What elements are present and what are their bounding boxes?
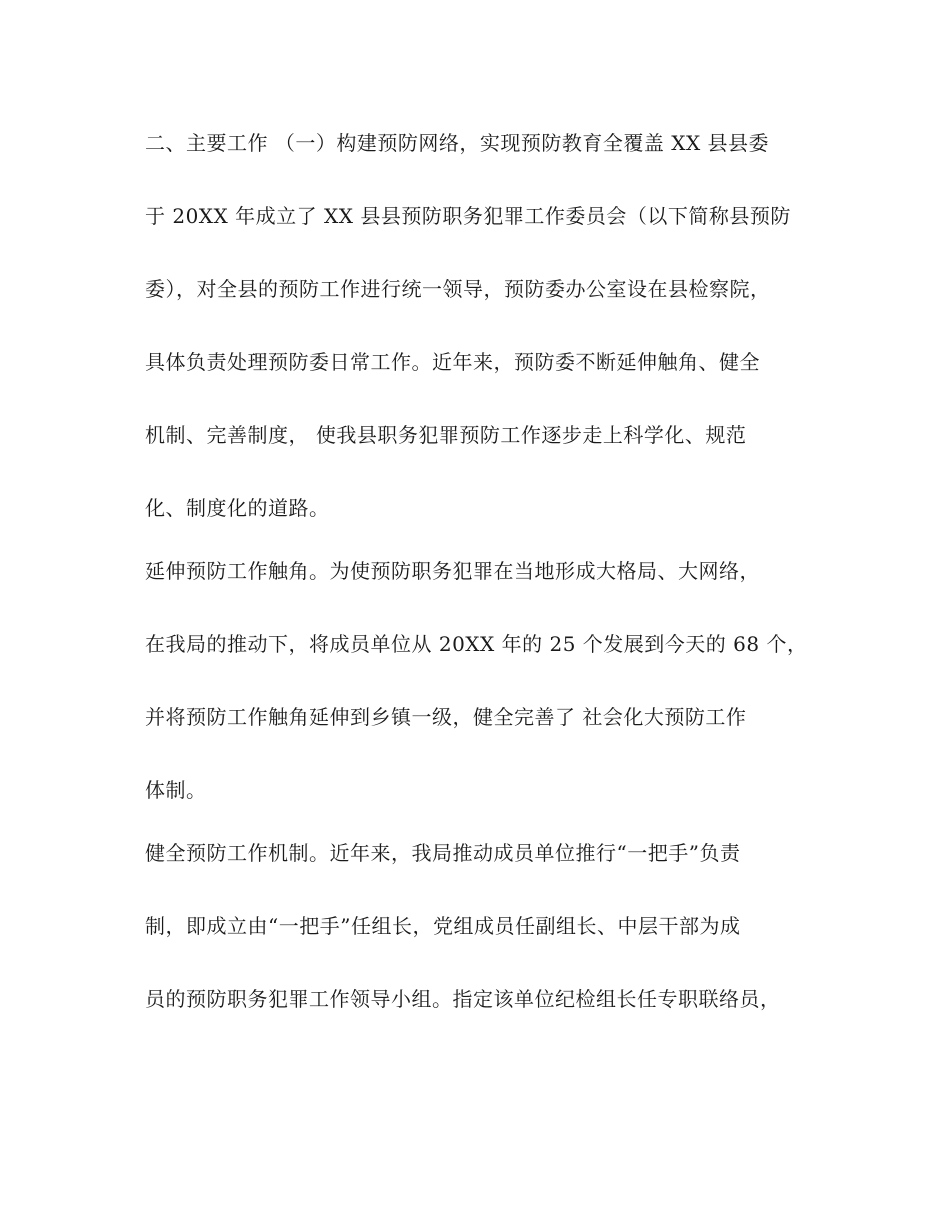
paragraph-line: 委），对全县的预防工作进行统一领导，预防委办公室设在县检察院， bbox=[145, 277, 771, 301]
paragraph-line: 在我局的推动下，将成员单位从 20XX 年的 25 个发展到今天的 68 个， bbox=[145, 632, 808, 656]
paragraph-line: 制，即成立由“一把手”任组长，党组成员任副组长、中层干部为成 bbox=[145, 914, 741, 938]
paragraph-line: 并将预防工作触角延伸到乡镇一级，健全完善了 社会化大预防工作 bbox=[145, 705, 747, 729]
paragraph-line: 化、制度化的道路。 bbox=[145, 496, 330, 520]
paragraph-line: 体制。 bbox=[145, 778, 207, 802]
paragraph-line: 机制、完善制度， 使我县职务犯罪预防工作逐步走上科学化、规范 bbox=[145, 423, 747, 447]
paragraph-line: 于 20XX 年成立了 XX 县县预防职务犯罪工作委员会（以下简称县预防 bbox=[145, 204, 791, 228]
paragraph-line: 员的预防职务犯罪工作领导小组。指定该单位纪检组长任专职联络员， bbox=[145, 987, 781, 1011]
paragraph-line: 健全预防工作机制。近年来，我局推动成员单位推行“一把手”负责 bbox=[145, 841, 741, 865]
paragraph-line: 具体负责处理预防委日常工作。近年来，预防委不断延伸触角、健全 bbox=[145, 350, 760, 374]
paragraph-line: 二、主要工作 （一）构建预防网络，实现预防教育全覆盖 XX 县县委 bbox=[145, 131, 770, 155]
paragraph-line: 延伸预防工作触角。为使预防职务犯罪在当地形成大格局、大网络， bbox=[145, 559, 760, 583]
